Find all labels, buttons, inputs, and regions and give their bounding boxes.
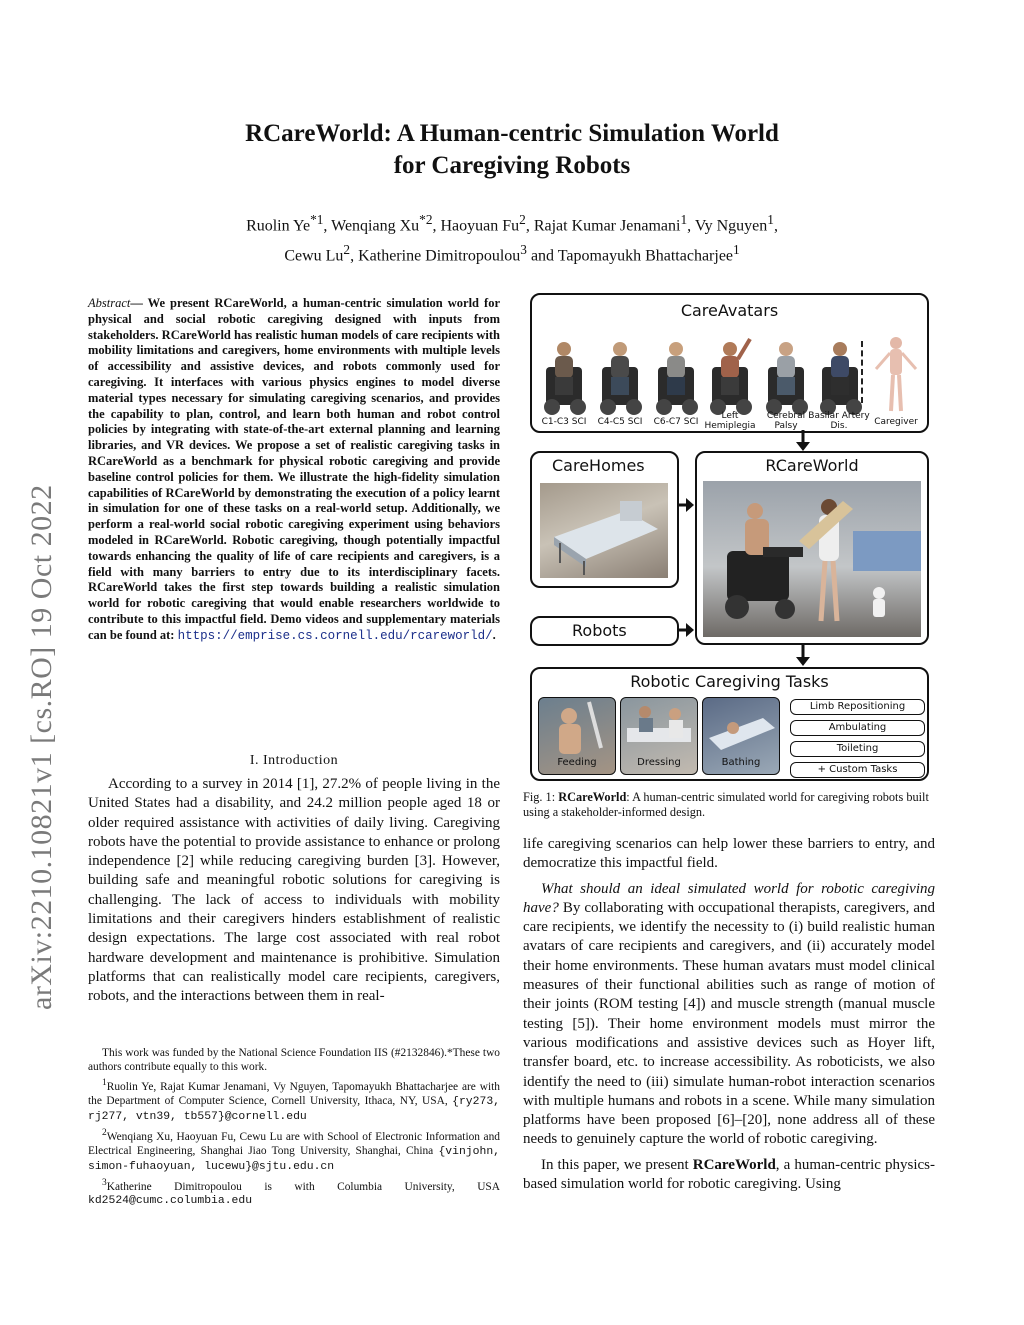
carehomes-title: CareHomes bbox=[552, 456, 645, 475]
dressing-scene bbox=[621, 698, 697, 758]
bathing-scene bbox=[703, 698, 779, 758]
avatar-basilar-artery-figure bbox=[814, 335, 866, 417]
footnotes bbox=[88, 1046, 500, 1210]
right-paragraph-2 bbox=[523, 880, 935, 1150]
author-list bbox=[0, 208, 1024, 269]
footnote-3: $^3$Katherine Dimitropoulou is with Columbia University, USA kd2524@cumc.columbia.edu bbox=[88, 1177, 500, 1208]
abstract-text: We present RCareWorld, a human-centric simulation world for physical and social robotic caregiving designed with inputs from stakeholders. RCareWorld has realistic human models of care recipients with mobility limitations and caregivers, home environments with multiple levels of accessibility and assistive devices, and robots commonly used for caregiving. It interfaces with various physics engines to model diverse material types necessary for simulating caregiving scenarios, and provides the capability to plan, control, and learn both human and robot control policies by integrating with state-of-the-art external planning and learning libraries, and VR devices. We propose a set of realistic caregiving tasks in RCareWorld as a benchmark for physical robotic caregiving and provide baseline control policies for them. We illustrate the high-fidelity simulation capabilities of RCareWorld by demonstrating the execution of a policy learnt in simulation for one of these tasks on a real-world setup. Additionally, we perform a real-world social robotic caregiving experiment using behaviors modeled in RCareWorld. Robotic caregiving, though potentially impactful towards enhancing the quality of life of care recipients and caregivers, is a field with many barriers to entry due to its interdisciplinary facets. RCareWorld takes the first step towards building a realistic simulation world for robotic caregiving that would enable researchers worldwide to contribute to this impactful field. Demo videos and supplementary materials can be found at: bbox=[88, 296, 500, 642]
arrow-down-icon bbox=[795, 430, 811, 452]
section-heading-introduction: I. Introduction bbox=[249, 753, 339, 768]
footnote-3-text: Katherine Dimitropoulou is with Columbia University, USA bbox=[106, 1180, 500, 1193]
footnote-2-text: Wenqiang Xu, Haoyuan Fu, Cewu Lu are with School of Electronic Information and Electrical Engineering, Shanghai Jiao Tong University, Shanghai, China bbox=[88, 1130, 500, 1157]
caption-text: : A human-centric simulated world for caregiving robots built using a stakeholder-informed design. bbox=[523, 790, 929, 819]
abstract-label: Abstract bbox=[88, 296, 131, 310]
avatar-label: Cerebral Palsy bbox=[766, 411, 806, 431]
task-label-feeding: Feeding bbox=[557, 757, 597, 768]
right-paragraph-3-start: In this paper, we present bbox=[541, 1156, 693, 1173]
right-paragraph-3-bold: RCareWorld bbox=[692, 1156, 776, 1173]
avatar-label: C1-C3 SCI bbox=[541, 417, 587, 427]
task-label-dressing: Dressing bbox=[637, 757, 681, 768]
arxiv-identifier: arXiv:2210.10821v1 [cs.RO] 19 Oct 2022 bbox=[25, 484, 58, 1010]
avatar-c1-c3-figure bbox=[538, 335, 590, 417]
avatar-label: Basilar Artery Dis. bbox=[808, 411, 870, 431]
title-line-1: RCareWorld: A Human-centric Simulation World bbox=[245, 120, 779, 147]
tasks-panel bbox=[530, 667, 929, 781]
avatar-c6-c7-figure bbox=[650, 335, 702, 417]
careavatars-title: CareAvatars bbox=[680, 301, 779, 320]
figure-1-caption bbox=[523, 790, 935, 820]
arrow-right-icon bbox=[677, 622, 695, 638]
footnote-2: $^2$Wenqiang Xu, Haoyuan Fu, Cewu Lu are with School of Electronic Information and Electrical Engineering, Shanghai Jiao Tong University, Shanghai, China {vinjohn, simon-fuhaoyuan, lucewu}@sjtu.edu.cn bbox=[88, 1127, 500, 1173]
avatar-label: C4-C5 SCI bbox=[597, 417, 643, 427]
robots-title: Robots bbox=[572, 621, 627, 640]
carehomes-render-image bbox=[540, 483, 668, 578]
task-custom-tasks: + Custom Tasks bbox=[790, 762, 925, 778]
avatar-label: C6-C7 SCI bbox=[653, 417, 699, 427]
hospital-bed-icon bbox=[540, 483, 668, 578]
footnote-funding: This work was funded by the National Science Foundation IIS (#2132846).*These two authors contribute equally to this work. bbox=[88, 1047, 500, 1073]
task-limb-repositioning: Limb Repositioning bbox=[790, 699, 925, 715]
title-line-2: for Caregiving Robots bbox=[393, 152, 631, 179]
intro-paragraph-1: According to a survey in 2014 [1], 27.2% of people living in the United States had a disability, and 24.2 million people aged 18 or older required assistance with activities of daily living. Caregiving robots have the potential to provide assistance to enhance or prolong independence [2] while reducing caregiving burden [3]. However, building safe and meaningful robotic solutions for caregiving is challenging. The lack of access to individuals with mobility limitations and their caregivers hinders establishment of realistic design expectations. The large cost associated with real robot hardware development and maintenance is prohibitive. Simulation platforms that can realistically model care recipients, caregivers, robots, and the interactions between them in real- bbox=[88, 776, 500, 1005]
project-link[interactable]: https://emprise.cs.cornell.edu/rcareworld/ bbox=[177, 628, 493, 643]
tasks-title: Robotic Caregiving Tasks bbox=[630, 672, 829, 691]
footnote-2-emails: {vinjohn, simon-fuhaoyuan, lucewu}@sjtu.edu.cn bbox=[88, 1145, 500, 1173]
arrow-down-icon bbox=[795, 645, 811, 667]
paper-title bbox=[0, 118, 1024, 182]
avatar-c4-c5-figure bbox=[594, 335, 646, 417]
abstract: Abstract— We present RCareWorld, a human-centric simulation world for physical and social robotic caregiving designed with inputs from stakeholders. RCareWorld has realistic human models of care recipients with mobility limitations and caregivers, home environments with multiple levels of accessibility and assistive devices, and robots commonly used for caregiving. It interfaces with various physics engines to model diverse material types necessary for simulating caregiving scenarios, and provides the capability to plan, control, and learn both human and robot control policies by integrating with state-of-the-art external planning and learning libraries, and VR devices. We propose a set of realistic caregiving tasks in RCareWorld as a benchmark for physical robotic caregiving and provide baseline control policies for them. We illustrate the high-fidelity simulation capabilities of RCareWorld by demonstrating the execution of a policy learnt in simulation for one of these tasks on a real-world setup. Additionally, we perform a real-world social robotic caregiving experiment using behaviors modeled in RCareWorld. Robotic caregiving, though potentially impactful towards enhancing the quality of life of care recipients and caregivers, is a field with many barriers to entry due to its interdisciplinary facets. RCareWorld takes the first step towards building a realistic simulation world for robotic caregiving that would enable researchers worldwide to contribute to this impactful field. Demo videos and supplementary materials can be found at: https://emprise.cs.cornell.edu/rcareworld/. bbox=[88, 296, 500, 643]
right-paragraph-2-question: What should an ideal simulated world for robotic caregiving have? bbox=[523, 880, 935, 916]
task-ambulating: Ambulating bbox=[790, 720, 925, 736]
avatar-label: Left Hemiplegia bbox=[704, 411, 756, 431]
avatar-left-hemiplegia-figure bbox=[704, 335, 756, 417]
rcareworld-scene bbox=[703, 481, 921, 637]
footnote-3-email: kd2524@cumc.columbia.edu bbox=[88, 1195, 253, 1208]
figure-1 bbox=[527, 291, 932, 786]
feeding-scene bbox=[539, 698, 615, 758]
rcareworld-render-image bbox=[703, 481, 921, 637]
rcareworld-title: RCareWorld bbox=[765, 456, 859, 475]
caption-label: Fig. 1: bbox=[523, 790, 559, 804]
right-paragraph-1: life caregiving scenarios can help lower these barriers to entry, and democratize this impactful field. bbox=[523, 836, 935, 872]
footnote-1-text: Ruolin Ye, Rajat Kumar Jenamani, Vy Nguyen, Tapomayukh Bhattacharjee are with the Department of Computer Science, Cornell University, Ithaca, NY, USA, bbox=[88, 1080, 500, 1107]
avatar-caregiver-figure bbox=[870, 335, 922, 417]
caption-bold: RCareWorld bbox=[558, 790, 627, 804]
right-paragraph-2-text: By collaborating with occupational therapists, caregivers, and care recipients, we identify the necessity to (i) build realistic human avatars of care recipients and caregivers, and (ii) accurately model their home environments. These human avatars must model clinical measures of their functional abilities such as range of motion of their joints (ROM testing [4]) and muscle strength (manual muscle testing [5]). Their home environment models must mirror the various modifications and assistive devices such as Hoyer lift, transfer board, etc. to increase accessibility. As roboticists, we also identify the need to (iii) simulate human-robot interaction scenarios with multiple humans and robots in a scene. While many simulation platforms have been proposed [6]–[20], none address all of these needs to genuinely capture the world of robotic caregiving. bbox=[523, 899, 935, 1148]
avatar-cerebral-palsy-figure bbox=[760, 335, 812, 417]
authors-line-1: Ruolin Ye$^{*1}$, Wenqiang Xu$^{*2}$, Haoyuan Fu$^2$, Rajat Kumar Jenamani$^1$, Vy Nguyen$^1$, bbox=[246, 212, 778, 235]
carehomes-panel bbox=[530, 451, 679, 588]
task-toileting: Toileting bbox=[790, 741, 925, 757]
careavatars-panel bbox=[530, 293, 929, 433]
right-column-text bbox=[523, 835, 935, 1200]
arrow-right-icon bbox=[677, 497, 695, 513]
rcareworld-panel bbox=[695, 451, 929, 645]
task-label-bathing: Bathing bbox=[721, 757, 761, 768]
right-paragraph-3-text: , a human-centric physics-based simulation world for robotic caregiving. Using bbox=[523, 1156, 935, 1193]
authors-line-2: Cewu Lu$^2$, Katherine Dimitropoulou$^3$ and Tapomayukh Bhattacharjee$^1$ bbox=[284, 242, 740, 265]
footnote-1: $^1$Ruolin Ye, Rajat Kumar Jenamani, Vy Nguyen, Tapomayukh Bhattacharjee are with the Department of Computer Science, Cornell University, Ithaca, NY, USA, {ry273, rj277, vtn39, tb557}@cornell.edu bbox=[88, 1078, 500, 1123]
right-paragraph-3 bbox=[523, 1156, 935, 1195]
footnote-1-emails: {ry273, rj277, vtn39, tb557}@cornell.edu bbox=[88, 1095, 500, 1123]
avatar-divider bbox=[861, 341, 863, 403]
robots-panel bbox=[530, 616, 679, 646]
avatar-label: Caregiver bbox=[874, 417, 918, 427]
